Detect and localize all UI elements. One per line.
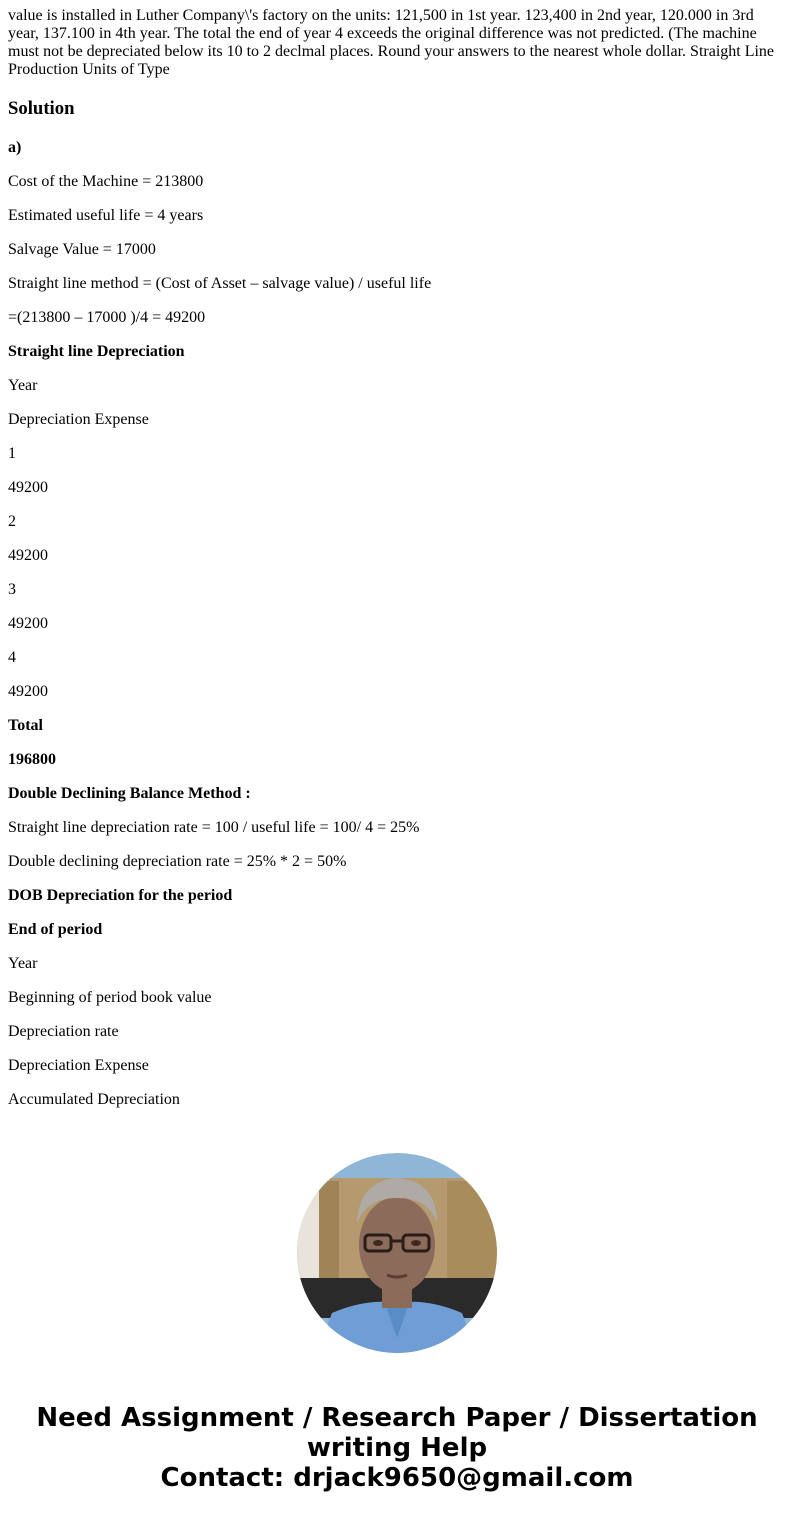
part-label: a): [8, 139, 22, 156]
table-header-expense: Depreciation Expense: [8, 411, 149, 428]
solution-line: Cost of the Machine = 213800: [8, 173, 204, 190]
table-header-beginning-book-value: Beginning of period book value: [8, 989, 212, 1006]
table-header-year: Year: [8, 377, 38, 394]
solution-line: Estimated useful life = 4 years: [8, 207, 204, 224]
solution-heading: Solution: [8, 98, 75, 119]
table-cell-expense: 49200: [8, 615, 48, 632]
promo-contact-email: Contact: drjack9650@gmail.com: [160, 1463, 634, 1493]
table-cell-year: 3: [8, 581, 16, 598]
tutor-avatar-photo-icon: [297, 1153, 497, 1353]
solution-line: =(213800 – 17000 )/4 = 49200: [8, 309, 206, 326]
section-heading-straight-line: Straight line Depreciation: [8, 343, 185, 360]
question-text-block: [8, 7, 786, 79]
table-cell-year: 4: [8, 649, 16, 666]
promo-banner: [0, 1403, 794, 1493]
table-header-year: Year: [8, 955, 38, 972]
promo-line-1: Need Assignment / Research Paper / Dissertation: [36, 1403, 758, 1433]
table-cell-expense: 49200: [8, 547, 48, 564]
table-cell-year: 2: [8, 513, 16, 530]
table-cell-year: 1: [8, 445, 16, 462]
solution-line: Double declining depreciation rate = 25% * 2 = 50%: [8, 853, 347, 870]
question-text: value is installed in Luther Company\'s factory on the units: 121,500 in 1st year. 123,400 in 2nd year, 120.000 in 3rd year, 137.100 in 4th year. The total the end of year 4 exceeds the original difference was not predicted. (The machine must not be depreciated below its 10 to 2 declmal places. Round your answers to the nearest whole dollar. Straight Line Production Units of Type: [8, 7, 775, 78]
solution-line: Salvage Value = 17000: [8, 241, 156, 258]
promo-line-2: writing Help: [306, 1433, 488, 1463]
table-header-depreciation-expense: Depreciation Expense: [8, 1057, 149, 1074]
table-cell-expense: 49200: [8, 683, 48, 700]
table-cell-expense: 49200: [8, 479, 48, 496]
section-heading-ddb: Double Declining Balance Method :: [8, 785, 251, 802]
solution-line: Straight line depreciation rate = 100 / useful life = 100/ 4 = 25%: [8, 819, 420, 836]
table-header-depreciation-rate: Depreciation rate: [8, 1023, 119, 1040]
table-header-end-of-period: End of period: [8, 921, 103, 938]
table-header-accumulated-depreciation: Accumulated Depreciation: [8, 1091, 180, 1108]
section-heading-dob: DOB Depreciation for the period: [8, 887, 233, 904]
solution-line: Straight line method = (Cost of Asset – salvage value) / useful life: [8, 275, 432, 292]
table-total-label: Total: [8, 717, 43, 734]
table-total-value: 196800: [8, 751, 56, 768]
